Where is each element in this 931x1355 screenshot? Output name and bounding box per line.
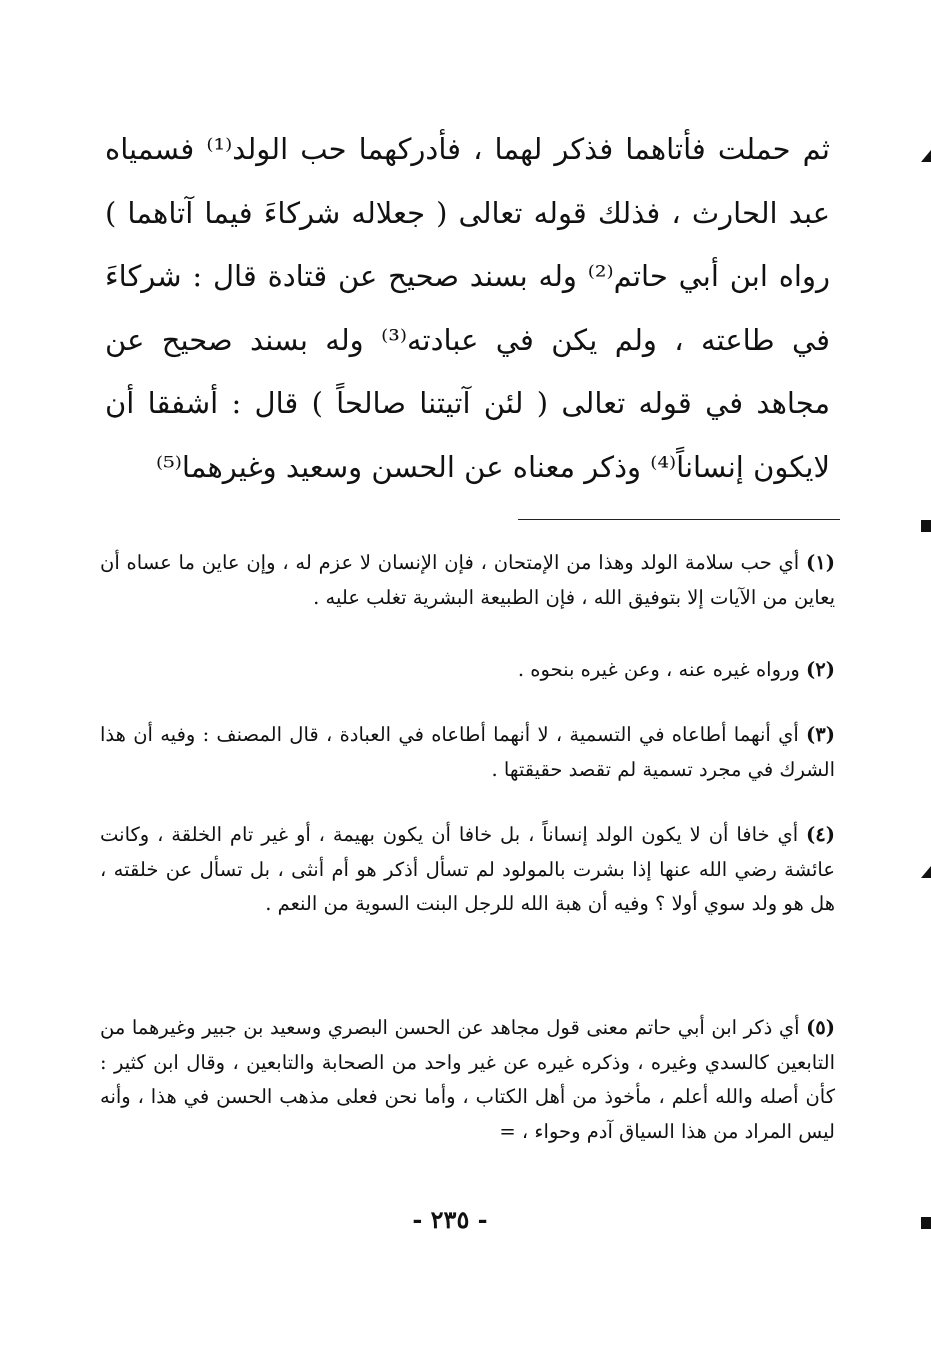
scan-edge-mark bbox=[921, 1217, 931, 1229]
footnote-1-text: أي حب سلامة الولد وهذا من الإمتحان ، فإن الإنسان لا عزم له ، وإن عاين ما عساه أن يعاين من الآيات إلا بتوفيق الله ، فإن الطبيعة البشرية تغلب عليه . bbox=[100, 551, 835, 609]
footnote-3-number: (٣) bbox=[806, 723, 835, 746]
footnote-1 bbox=[100, 546, 835, 615]
main-text bbox=[105, 118, 830, 499]
footnote-4-text: أي خافا أن لا يكون الولد إنساناً ، بل خافا أن يكون بهيمة ، أو غير تام الخلقة ، وكانت عائشة رضي الله عنها إذا بشرت بالمولود لم تسأل أذكر هو أم أنثى ، بل تسأل عن خلقته ، هل هو ولد سوي أولا ؟ وفيه أن هبة الله للرجل البنت السوية من النعم . bbox=[100, 823, 835, 915]
page-number: - ٢٣٥ - bbox=[412, 1205, 488, 1234]
footnote-4-number: (٤) bbox=[806, 823, 835, 846]
footnote-4 bbox=[100, 818, 835, 922]
footnote-2-number: (٢) bbox=[806, 658, 835, 681]
footnote-3-text: أي أنهما أطاعاه في التسمية ، لا أنهما أطاعاه في العبادة ، قال المصنف : وفيه أن هذا الشرك في مجرد تسمية لم تقصد حقيقتها . bbox=[100, 723, 835, 781]
footnote-1-number: (١) bbox=[806, 551, 835, 574]
footnote-5-number: (٥) bbox=[806, 1016, 836, 1039]
footnote-divider bbox=[518, 519, 840, 520]
footnote-2 bbox=[100, 653, 835, 688]
footnote-3 bbox=[100, 718, 835, 787]
scan-edge-mark bbox=[921, 866, 931, 878]
scan-edge-mark bbox=[921, 520, 931, 532]
main-paragraph: ثم حملت فأتاهما فذكر لهما ، فأدركهما حب الولد⁽¹⁾ فسمياه عبد الحارث ، فذلك قوله تعالى ( جعلاله شركاءَ فيما آتاهما ) رواه ابن أبي حاتم⁽²⁾ وله بسند صحيح عن قتادة قال : شركاءَ في طاعته ، ولم يكن في عبادته⁽³⁾ وله بسند صحيح عن مجاهد في قوله تعالى ( لئن آتيتنا صالحاً ) قال : أشفقا أن لايكون إنساناً⁽⁴⁾ وذكر معناه عن الحسن وسعيد وغيرهما⁽⁵⁾ bbox=[105, 132, 831, 484]
footnote-2-text: ورواه غيره عنه ، وعن غيره بنحوه . bbox=[517, 658, 800, 681]
footnote-5-text: أي ذكر ابن أبي حاتم معنى قول مجاهد عن الحسن البصري وسعيد بن جبير وغيرهما من التابعين كالسدي وغيره ، وذكره غيره عن غير واحد من الصحابة والتابعين ، وقال ابن كثير : كأن أصله والله أعلم ، مأخوذ من أهل الكتاب ، وأما نحن فعلى مذهب الحسن في هذا ، وأنه ليس المراد من هذا السياق آدم وحواء ، = bbox=[100, 1016, 835, 1143]
scan-edge-mark bbox=[921, 150, 931, 162]
footnote-5 bbox=[100, 1011, 835, 1149]
